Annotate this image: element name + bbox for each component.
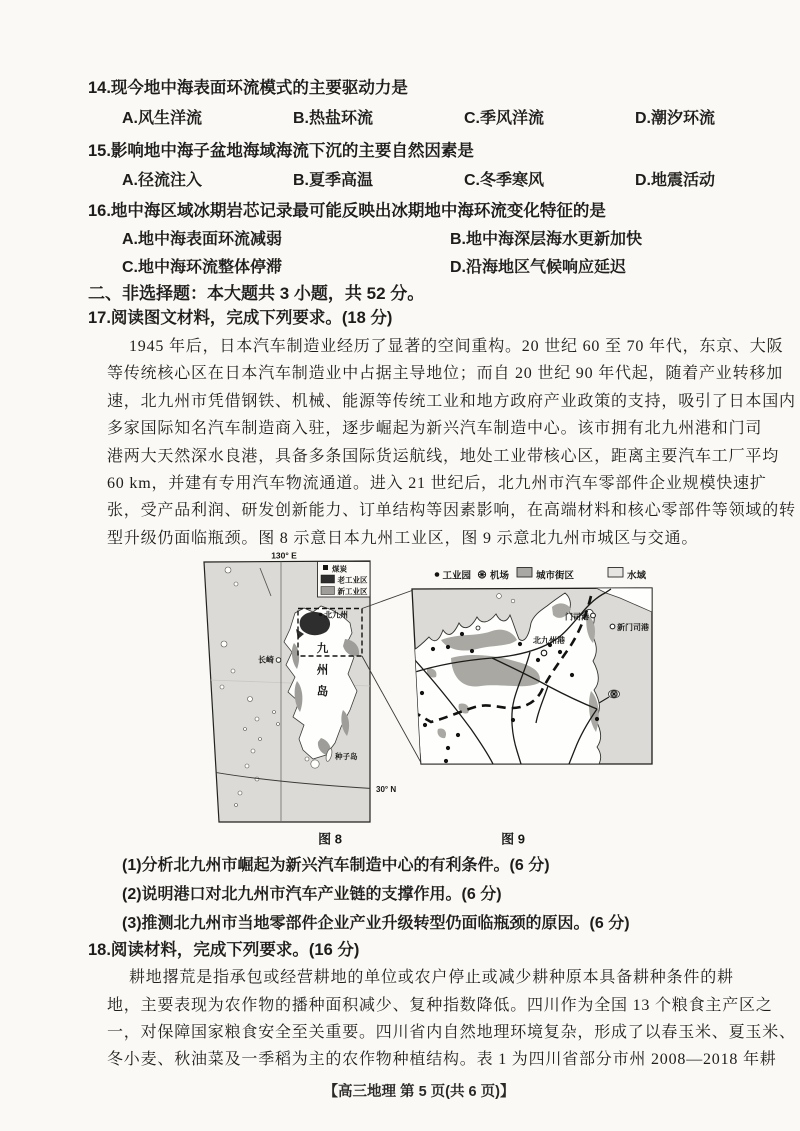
map8-meridian-label: 130° E xyxy=(271,552,297,561)
q17-subquestion-3: (3)推测北九州市当地零部件企业产业升级转型仍面临瓶颈的原因。(6 分) xyxy=(122,915,630,933)
q14-option-b: B.热盐环流 xyxy=(293,110,374,127)
map8-kyushu-label-char3: 岛 xyxy=(316,686,329,699)
section-2-header: 二、非选择题：本大题共 3 小题，共 52 分。 xyxy=(88,284,425,303)
map8-legend xyxy=(318,562,371,598)
q17-material-line: 1945 年后，日本汽车制造业经历了显著的空间重构。20 世纪 60 至 70 年代，东京、大阪 xyxy=(129,338,784,355)
page-footer: 【高三地理 第 5 页(共 6 页)】 xyxy=(323,1083,515,1100)
nagasaki-city-circle-icon xyxy=(276,658,281,663)
question-18-stem: 18.阅读材料，完成下列要求。(16 分) xyxy=(88,941,360,960)
map8-legend-new-zone-label: 新工业区 xyxy=(337,587,368,597)
question-14-options xyxy=(122,107,750,131)
map9-legend-airport-label: 机场 xyxy=(490,570,510,582)
inset-connector-bottom xyxy=(362,656,422,764)
kitakyushu-city-dot-icon xyxy=(319,613,323,617)
q17-material-line: 60 km，并建有专用汽车物流通道。进入 21 世纪后，北九州市汽车零部件企业规模快速扩 xyxy=(107,475,767,493)
maps-svg xyxy=(200,552,760,848)
q17-material-line: 等传统核心区在日本汽车制造业中占据主导地位；而自 20 世纪 90 年代起，随着产业转移加 xyxy=(107,365,784,383)
q16-option-d: D.沿海地区气候响应延迟 xyxy=(450,259,627,276)
question-16-options-row1 xyxy=(122,228,750,252)
q15-option-b: B.夏季高温 xyxy=(293,172,374,189)
question-17-material xyxy=(107,333,796,552)
question-14-stem: 14.现今地中海表面环流模式的主要驱动力是 xyxy=(88,79,408,97)
q15-option-c: C.冬季寒风 xyxy=(464,172,545,189)
map9-kitakyushu-city xyxy=(412,568,652,847)
map8-legend-coal-label: 煤炭 xyxy=(332,564,347,574)
question-18-material xyxy=(107,964,796,1074)
map9-legend-urban-block-label: 城市街区 xyxy=(536,570,575,582)
map9-kitakyushu-port-label: 北九州港 xyxy=(533,636,565,646)
q17-material-line: 速，北九州市凭借钢铁、机械、能源等传统工业和地方政府产业政策的支持，吸引了日本国内 xyxy=(107,392,796,410)
question-17-stem: 17.阅读图文材料，完成下列要求。(18 分) xyxy=(88,309,393,327)
map8-tanegashima-label: 种子岛 xyxy=(335,752,358,762)
map9-new-moji-port-label: 新门司港 xyxy=(617,623,649,633)
q16-option-c: C.地中海环流整体停滞 xyxy=(122,259,283,276)
q14-option-c: C.季风洋流 xyxy=(464,110,545,127)
question-15-options xyxy=(122,169,750,193)
q18-material-line: 地，主要表现为农作物的播种面积减少、复种指数降低。四川作为全国 13 个粮食主产区之 xyxy=(107,996,773,1014)
q17-subquestion-1: (1)分析北九州市崛起为新兴汽车制造中心的有利条件。(6 分) xyxy=(122,857,550,875)
coal-swatch-icon xyxy=(323,565,328,570)
question-16-options-row2 xyxy=(122,256,750,280)
industrial-park-dot-icon xyxy=(435,572,440,577)
q17-material-line: 型升级仍面临瓶颈。图 8 示意日本九州工业区，图 9 示意北九州市城区与交通。 xyxy=(107,529,699,547)
map8-nagasaki-label: 长崎 xyxy=(258,655,274,665)
map9-legend-industrial-park-label: 工业园 xyxy=(442,570,472,582)
q18-material-line: 冬小麦、秋油菜及一季稻为主的农作物种植结构。表 1 为四川省部分市州 2008—2018 年耕 xyxy=(107,1051,777,1069)
map8-parallel-label: 30° N xyxy=(376,785,397,795)
figure-maps xyxy=(200,552,760,848)
map9-moji-port-label: 门司港 xyxy=(565,612,589,622)
q17-subquestion-2: (2)说明港口对北九州市汽车产业链的支撑作用。(6 分) xyxy=(122,886,502,904)
old-industrial-swatch-icon xyxy=(321,575,335,583)
airport-map-symbol-icon xyxy=(611,691,617,697)
map9-islet xyxy=(497,594,502,599)
question-16-stem: 16.地中海区域冰期岩芯记录最可能反映出冰期地中海环流变化特征的是 xyxy=(88,202,606,220)
q18-material-line: 耕地撂荒是指承包或经营耕地的单位或农户停止或减少耕种原本具备耕种条件的耕 xyxy=(129,969,734,987)
q18-material-line: 一，对保障国家粮食安全至关重要。四川省内自然地理环境复杂，形成了以春玉米、夏玉米、 xyxy=(107,1024,796,1042)
water-swatch-icon xyxy=(608,568,623,578)
map8-kyushu-label-char1: 九 xyxy=(316,643,329,656)
map8-caption: 图 8 xyxy=(318,831,342,847)
kitakyushu-port-circle-icon xyxy=(541,650,547,656)
q16-option-a: A.地中海表面环流减弱 xyxy=(122,231,283,248)
airport-symbol-icon xyxy=(478,571,485,578)
map8-legend-old-zone-label: 老工业区 xyxy=(337,575,368,585)
q15-option-a: A.径流注入 xyxy=(122,172,203,189)
q14-option-d: D.潮汐环流 xyxy=(635,110,716,127)
q15-option-d: D.地震活动 xyxy=(635,172,716,189)
map9-caption: 图 9 xyxy=(501,831,525,847)
new-industrial-swatch-icon xyxy=(321,587,335,595)
q17-material-line: 港两大天然深水良港，具备多条国际货运航线，地处工业带核心区，距离主要汽车工厂平均 xyxy=(107,447,780,465)
q14-option-a: A.风生洋流 xyxy=(122,110,203,127)
map8-kyushu-overview xyxy=(204,552,422,847)
q17-material-line: 张，受产品利润、研发创新能力、订单结构等因素影响，在高端材料和核心零部件等领域的转 xyxy=(107,502,796,520)
question-15-stem: 15.影响地中海子盆地海域海流下沉的主要自然因素是 xyxy=(88,142,474,160)
urban-block-swatch-icon xyxy=(517,568,532,578)
q17-material-line: 多家国际知名汽车制造商入驻，逐步崛起为新兴汽车制造中心。该市拥有北九州港和门司 xyxy=(107,420,763,438)
map9-legend xyxy=(435,568,647,582)
map8-kitakyushu-label: 北九州 xyxy=(324,610,348,620)
map8-kyushu-label-char2: 州 xyxy=(316,664,329,677)
map9-legend-water-label: 水域 xyxy=(627,570,647,582)
minor-harbor-circle-icon xyxy=(476,626,480,630)
new-moji-port-circle-icon xyxy=(610,624,615,629)
moji-port-circle-icon xyxy=(591,613,596,618)
q16-option-b: B.地中海深层海水更新加快 xyxy=(450,231,643,248)
map9-islet xyxy=(511,599,515,603)
